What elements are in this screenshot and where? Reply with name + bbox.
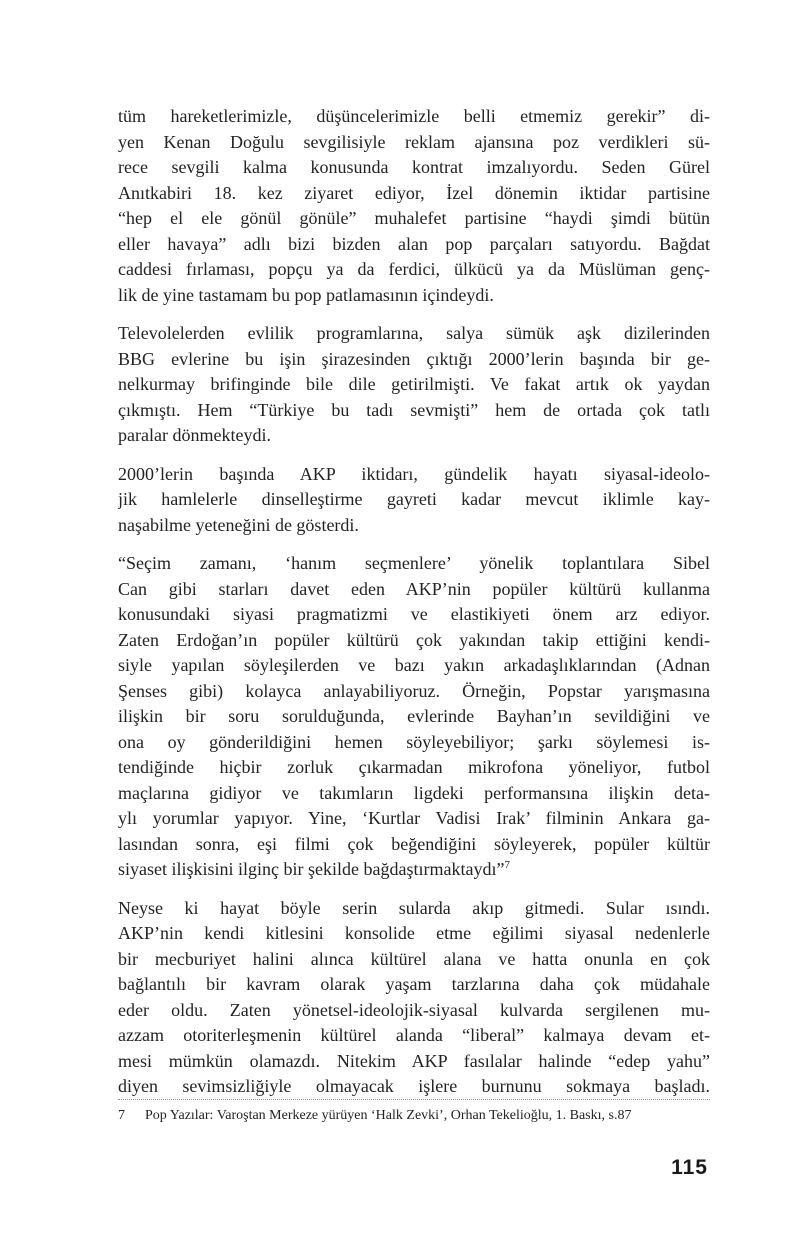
text-line: nelkurmay brifinginde bile dile getirilmişti. Ve fakat artık ok yaydan <box>118 374 710 394</box>
text-line: eder oldu. Zaten yönetsel-ideolojik-siyasal kulvarda sergilenen mu- <box>118 999 710 1020</box>
paragraph <box>118 104 710 308</box>
text-line: “hep el ele gönül gönüle” muhalefet partisine “haydi şimdi bütün <box>118 208 710 228</box>
text-line: bağlantılı bir kavram olarak yaşam tarzlarına daha çok müdahale <box>118 974 710 994</box>
text-line: tendiğinde hiçbir zorluk çıkarmadan mikrofona yöneliyor, futbol <box>118 757 710 777</box>
text-line: 2000’lerin başında AKP iktidarı, gündelik hayatı siyasal-ideolo- <box>118 463 710 484</box>
text-line: ylı yorumlar yapıyor. Yine, ‘Kurtlar Vadisi Irak’ filminin Ankara ga- <box>118 808 710 828</box>
footnote-text: Pop Yazılar: Varoştan Merkeze yürüyen ‘Halk Zevki’, Orhan Tekelioğlu, 1. Baskı, s.87 <box>145 1108 632 1123</box>
footnote-marker: 7 <box>118 1108 125 1123</box>
text-line: mesi mümkün olamazdı. Nitekim AKP fasılalar halinde “edep yahu” <box>118 1050 710 1071</box>
text-line: yen Kenan Doğulu sevgilisiyle reklam ajansına poz verdikleri sü- <box>118 131 710 152</box>
text-line: lasından sonra, eşi filmi çok beğendiğini söyleyerek, popüler kültür <box>118 833 710 854</box>
text-line: bir mecburiyet halini alınca kültürel alana ve hatta onunla en çok <box>118 948 710 969</box>
text-line: eller havaya” adlı bizi bizden alan pop parçaları satıyordu. Bağdat <box>118 233 710 254</box>
paragraph <box>118 462 710 539</box>
page-body <box>118 104 710 1113</box>
text-line: ilişkin bir soru sorulduğunda, evlerinde Bayhan’ın sevildiğini ve <box>118 706 710 726</box>
text-line: caddesi fırlaması, popçu ya da ferdici, ülkücü ya da Müslüman genç- <box>118 259 710 279</box>
footnote-separator <box>118 1099 710 1100</box>
text-line: Can gibi starları davet eden AKP’nin popüler kültürü kullanma <box>118 578 710 599</box>
text-line: Anıtkabiri 18. kez ziyaret ediyor, İzel dönemin iktidar partisine <box>118 182 710 203</box>
text-line: rece sevgili kalma konusunda kontrat imzalıyordu. Seden Gürel <box>118 157 710 177</box>
text-line: lik de yine tastamam bu pop patlamasının içindeydi. <box>118 284 494 305</box>
text-line: konusundaki siyasi pragmatizmi ve elastikiyeti önem arz ediyor. <box>118 604 710 624</box>
text-line: AKP’nin kendi kitlesini konsolide etme eğilimi siyasal nedenlerle <box>118 923 710 943</box>
text-line: tüm hareketlerimizle, düşüncelerimizle belli etmemiz gerekir” di- <box>118 106 710 126</box>
text-line: çıkmıştı. Hem “Türkiye bu tadı sevmişti” hem de ortada çok tatlı <box>118 399 710 420</box>
text-line: BBG evlerine bu işin şirazesinden çıktığı 2000’lerin başında bir ge- <box>118 348 710 369</box>
paragraph <box>118 896 710 1100</box>
text-line: “Seçim zamanı, ‘hanım seçmenlere’ yönelik toplantılara Sibel <box>118 553 710 573</box>
text-line: paralar dönmekteydi. <box>118 425 271 445</box>
text-line: Zaten Erdoğan’ın popüler kültürü çok yakından takip ettiğini kendi- <box>118 629 710 650</box>
text-line: diyen sevimsizliğiyle olmayacak işlere burnunu sokmaya başladı. <box>118 1076 710 1096</box>
paragraph <box>118 551 710 883</box>
text-line: siyaset ilişkisini ilginç bir şekilde bağdaştırmaktaydı”$^7$ <box>118 859 510 879</box>
text-line: Televolelerden evlilik programlarına, salya sümük aşk dizilerinden <box>118 323 710 343</box>
text-line: Neyse ki hayat böyle serin sularda akıp gitmedi. Sular ısındı. <box>118 897 710 918</box>
text-line: azzam otoriterleşmenin kültürel alanda “liberal” kalmaya devam et- <box>118 1025 710 1045</box>
text-line: siyle yapılan söyleşilerden ve bazı yakın arkadaşlıklarından (Adnan <box>118 655 710 675</box>
footnote-ref: 7 <box>504 859 510 871</box>
text-line: maçlarına gidiyor ve takımların ligdeki performansına ilişkin deta- <box>118 782 710 803</box>
footnote <box>118 1106 710 1126</box>
page-number: 115 <box>671 1156 708 1179</box>
text-line: ona oy gönderildiğini hemen söyleyebiliyor; şarkı söylemesi is- <box>118 731 710 752</box>
text-line: jik hamlelerle dinselleştirme gayreti kadar mevcut iklimle kay- <box>118 489 710 509</box>
paragraph <box>118 321 710 449</box>
text-line: Şenses gibi) kolayca anlayabiliyoruz. Örneğin, Popstar yarışmasına <box>118 680 710 701</box>
text-line: naşabilme yeteneğini de gösterdi. <box>118 514 359 535</box>
